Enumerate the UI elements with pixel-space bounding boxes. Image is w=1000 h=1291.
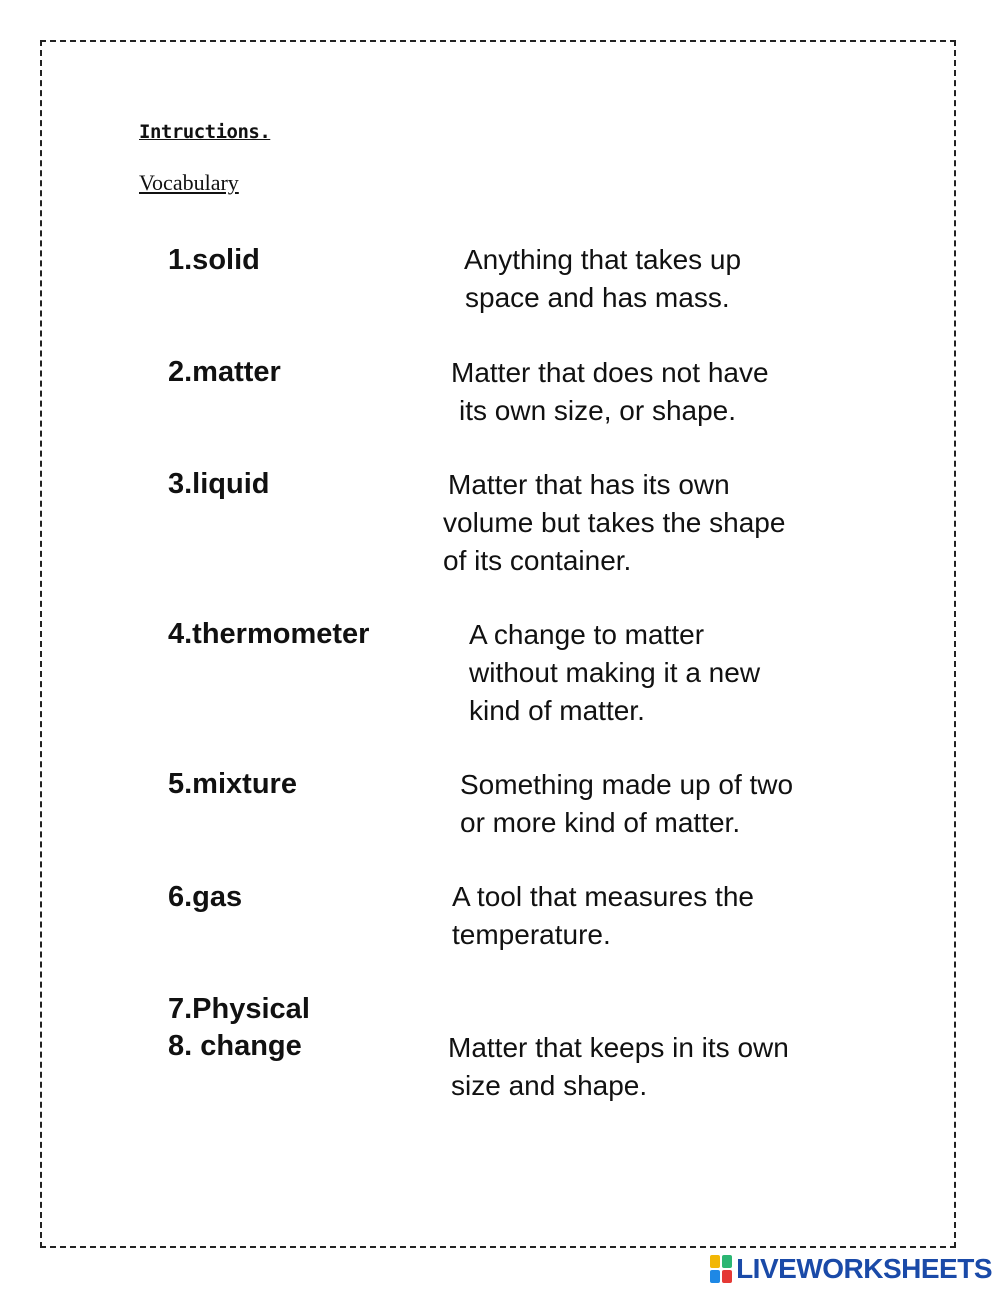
term-gas: 6.gas xyxy=(168,881,243,913)
logo-block xyxy=(722,1270,732,1283)
term-matter: 2.matter xyxy=(168,356,281,388)
definition-line: size and shape. xyxy=(451,1070,648,1101)
liveworksheets-logo-icon xyxy=(710,1255,732,1283)
definition-6 xyxy=(452,878,754,954)
definition-7 xyxy=(448,1029,789,1105)
definition-3 xyxy=(443,466,785,580)
definition-line: volume but takes the shape xyxy=(443,507,786,538)
definition-line: Matter that has its own xyxy=(448,469,730,500)
logo-block xyxy=(710,1255,720,1268)
definition-line: Matter that does not have xyxy=(451,357,769,388)
definition-line: or more kind of matter. xyxy=(460,807,741,838)
definition-5 xyxy=(460,766,793,842)
definition-line: without making it a new xyxy=(469,657,761,688)
definition-line: Matter that keeps in its own xyxy=(448,1032,789,1063)
definition-line: A tool that measures the xyxy=(452,881,754,912)
definition-line: Something made up of two xyxy=(460,769,794,800)
term-change: 8. change xyxy=(168,1030,302,1062)
term-liquid: 3.liquid xyxy=(168,468,270,500)
vocabulary-subheading: Vocabulary xyxy=(139,170,239,195)
logo-block xyxy=(710,1270,720,1283)
liveworksheets-logo xyxy=(710,1253,992,1285)
definition-line: of its container. xyxy=(443,545,632,576)
term-mixture: 5.mixture xyxy=(168,768,297,800)
definition-2 xyxy=(451,354,769,430)
term-thermometer: 4.thermometer xyxy=(168,618,370,650)
liveworksheets-brand-text: LIVEWORKSHEETS xyxy=(736,1253,992,1284)
definition-line: space and has mass. xyxy=(465,282,730,313)
definition-line: Anything that takes up xyxy=(464,244,742,275)
definition-line: temperature. xyxy=(452,919,611,950)
definition-line: A change to matter xyxy=(469,619,705,650)
instructions-heading: Intructions. xyxy=(139,121,271,143)
definition-1 xyxy=(464,241,741,317)
logo-block xyxy=(722,1255,732,1268)
definition-line: kind of matter. xyxy=(469,695,645,726)
definition-line: its own size, or shape. xyxy=(459,395,737,426)
definition-4 xyxy=(469,616,760,730)
term-solid: 1.solid xyxy=(168,244,260,276)
term-physical: 7.Physical xyxy=(168,993,310,1025)
